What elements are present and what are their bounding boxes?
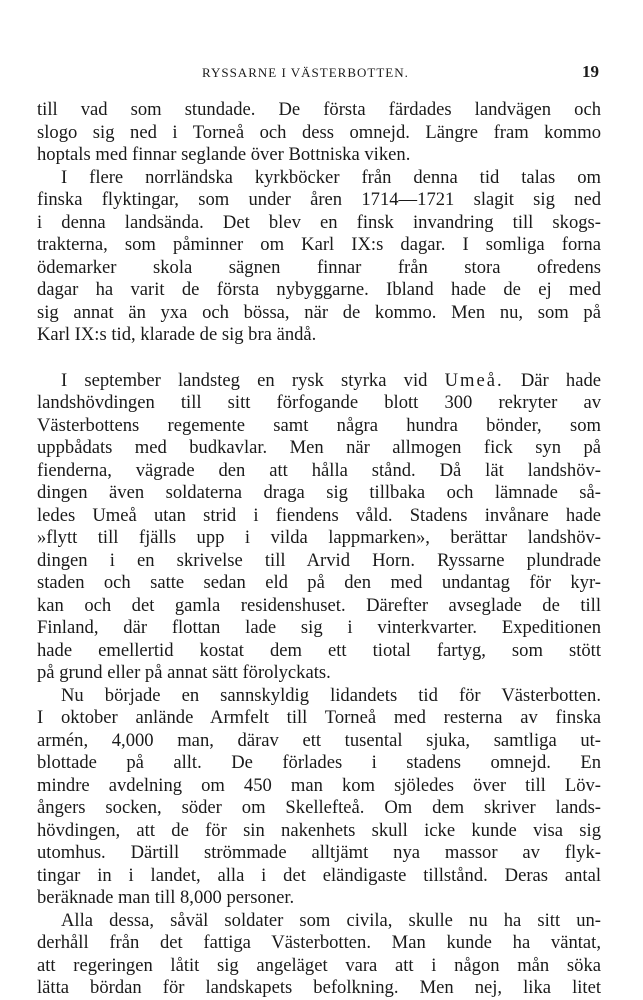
text-line: Nu började en sannskyldig lidandets tid för Västerbotten. bbox=[61, 684, 601, 706]
body-text bbox=[37, 99, 601, 1000]
text-line: staden och satte sedan eld på den med undantag för kyr- bbox=[37, 572, 601, 593]
running-title: RYSSARNE I VÄSTERBOTTEN. bbox=[202, 65, 409, 80]
text-line: I oktober anlände Armfelt till Torneå med resterna av finska bbox=[37, 707, 601, 728]
text-line: mindre avdelning om 450 man kom sjöledes över till Löv- bbox=[37, 774, 601, 796]
text-segment: Där hade bbox=[520, 369, 601, 391]
text-line: Alla dessa, såväl soldater som civila, skulle nu ha sitt un- bbox=[61, 909, 601, 931]
text-line: derhåll från det fattiga Västerbotten. Man kunde ha väntat, bbox=[37, 932, 601, 953]
text-line: sig annat än yxa och bössa, när de kommo. Men nu, som på bbox=[37, 301, 601, 323]
text-line: Karl IX:s tid, klarade de sig bra ändå. bbox=[37, 324, 317, 345]
text-line: dingen i en skrivelse till Arvid Horn. Ryssarne plundrade bbox=[37, 549, 601, 571]
text-line: utomhus. Därtill strömmade alltjämt nya massor av flyk- bbox=[37, 842, 601, 863]
text-line: slogo sig ned i Torneå och dess omnejd. Längre fram kommo bbox=[37, 121, 601, 143]
text-line: I flere norrländska kyrkböcker från denna tid talas om bbox=[61, 166, 601, 188]
place-name-umea: Umeå. bbox=[444, 369, 504, 391]
text-line: till vad som stundade. De första färdades landvägen och bbox=[37, 99, 601, 120]
section-break bbox=[37, 347, 601, 370]
text-line: tingar in i landet, alla i det eländigaste tillstånd. Deras antal bbox=[37, 864, 601, 886]
text-line: landshövdingen till sitt förfogande blott 300 rekryter av bbox=[37, 392, 601, 413]
text-line: dingen även soldaterna draga sig tillbaka och lämnade så- bbox=[37, 482, 601, 503]
text-line bbox=[37, 370, 601, 393]
text-line: kan och det gamla residenshuset. Därefter avseglade de till bbox=[37, 594, 601, 616]
page-number: 19 bbox=[582, 62, 599, 81]
text-line: hoptals med finnar seglande över Bottniska viken. bbox=[37, 144, 411, 165]
text-line: ledes Umeå utan strid i fiendens våld. Stadens invånare hade bbox=[37, 504, 601, 526]
text-line: uppbådats med budkavlar. Men när allmogen fick syn på bbox=[37, 437, 601, 458]
text-line: i denna landsända. Det blev en finsk invandring till skogs- bbox=[37, 211, 601, 233]
text-line: »flytt till fjälls upp i vilda lappmarken», berättar landshöv- bbox=[37, 527, 601, 548]
text-line: trakterna, som påminner om Karl IX:s dagar. I somliga forna bbox=[37, 234, 601, 255]
running-head bbox=[102, 62, 599, 86]
text-line: Västerbottens regemente samt några hundra bönder, som bbox=[37, 414, 601, 436]
text-line: att regeringen låtit sig angeläget vara att i någon mån söka bbox=[37, 954, 601, 976]
text-line: finska flyktingar, som under åren 1714—1721 slagit sig ned bbox=[37, 189, 601, 210]
text-line: lätta bördan för landskapets befolkning. Men nej, lika litet bbox=[37, 977, 601, 998]
text-line: fienderna, vägrade den att hålla stånd. Då lät landshöv- bbox=[37, 459, 601, 481]
text-line: ångers socken, söder om Skellefteå. Om dem skriver lands- bbox=[37, 797, 601, 818]
text-line: hövdingen, att de för sin nakenhets skull icke kunde visa sig bbox=[37, 819, 601, 841]
paragraph-1 bbox=[37, 99, 601, 167]
text-line: på grund eller på annat sätt förolyckats. bbox=[37, 662, 331, 683]
paragraph-2 bbox=[37, 167, 601, 347]
text-line: Finland, där flottan lade sig i vinterkvarter. Expeditionen bbox=[37, 617, 601, 638]
paragraph-4 bbox=[37, 685, 601, 910]
text-line: armén, 4,000 man, därav ett tusental sjuka, samtliga ut- bbox=[37, 729, 601, 751]
text-line: beräknade man till 8,000 personer. bbox=[37, 887, 295, 908]
text-line: hade emellertid kostat dem ett tiotal fartyg, som stött bbox=[37, 639, 601, 661]
text-line: blottade på allt. De förlades i stadens omnejd. En bbox=[37, 752, 601, 773]
paragraph-5 bbox=[37, 910, 601, 1000]
text-line: dagar ha varit de första nybyggarne. Ibland hade de ej med bbox=[37, 279, 601, 300]
paragraph-3 bbox=[37, 370, 601, 685]
text-line: ödemarker skola sägnen finnar från stora ofredens bbox=[37, 256, 601, 278]
text-segment: I september landsteg en rysk styrka vid bbox=[61, 369, 428, 391]
